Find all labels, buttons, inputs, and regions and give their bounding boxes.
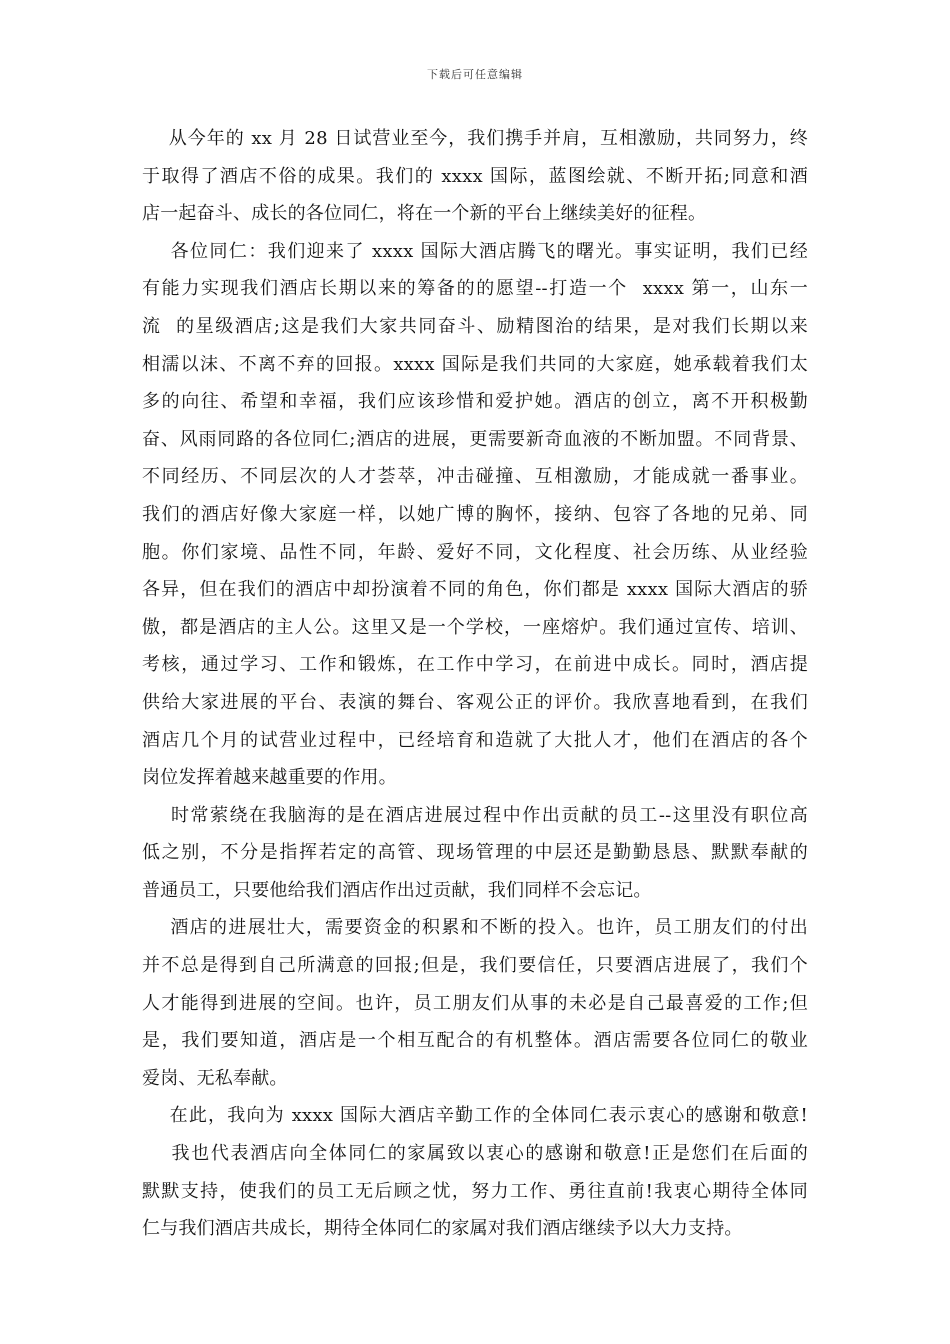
text-line: 多的向往、希望和幸福，我们应该珍惜和爱护她。酒店的创立，离不开积极勤 — [142, 391, 808, 413]
text-line: 酒店的进展壮大，需要资金的积累和不断的投入。也许，员工朋友们的付出 — [142, 917, 808, 939]
text-line: 各异，但在我们的酒店中却扮演着不同的角色，你们都是 xxxx 国际大酒店的骄 — [142, 579, 808, 601]
text-line: 酒店几个月的试营业过程中，已经培育和造就了大批人才，他们在酒店的各个 — [142, 729, 808, 751]
text-line: 爱岗、无私奉献。 — [142, 1067, 288, 1089]
text-line: 普通员工，只要他给我们酒店作出过贡献，我们同样不会忘记。 — [142, 879, 652, 901]
text-line: 低之别，不分是指挥若定的高管、现场管理的中层还是勤勤恳恳、默默奉献的 — [142, 842, 808, 864]
text-line: 人才能得到进展的空间。也许，员工朋友们从事的未必是自己最喜爱的工作;但 — [142, 992, 808, 1014]
text-line: 默默支持，使我们的员工无后顾之忧，努力工作、勇往直前!我衷心期待全体同 — [142, 1180, 808, 1202]
text-line: 考核，通过学习、工作和锻炼，在工作中学习，在前进中成长。同时，酒店提 — [142, 654, 808, 676]
text-line: 我们的酒店好像大家庭一样，以她广博的胸怀，接纳、包容了各地的兄弟、同 — [142, 503, 808, 525]
text-line: 相濡以沫、不离不弃的回报。xxxx 国际是我们共同的大家庭，她承载着我们太 — [142, 353, 808, 375]
text-line: 各位同仁：我们迎来了 xxxx 国际大酒店腾飞的曙光。事实证明，我们已经 — [142, 240, 808, 262]
text-line: 并不总是得到自己所满意的回报;但是，我们要信任，只要酒店进展了，我们个 — [142, 955, 808, 977]
text-line: 是，我们要知道，酒店是一个相互配合的有机整体。酒店需要各位同仁的敬业 — [142, 1030, 808, 1052]
text-line: 奋、风雨同路的各位同仁;酒店的进展，更需要新奇血液的不断加盟。不同背景、 — [142, 428, 808, 450]
text-line: 我也代表酒店向全体同仁的家属致以衷心的感谢和敬意!正是您们在后面的 — [142, 1143, 808, 1165]
text-line: 流 的星级酒店;这是我们大家共同奋斗、励精图治的结果，是对我们长期以来 — [142, 315, 808, 337]
text-line: 胞。你们家境、品性不同，年龄、爱好不同，文化程度、社会历练、从业经验 — [142, 541, 808, 563]
text-line: 岗位发挥着越来越重要的作用。 — [142, 767, 397, 789]
text-line: 供给大家进展的平台、表演的舞台、客观公正的评价。我欣喜地看到，在我们 — [142, 691, 808, 713]
text-line: 有能力实现我们酒店长期以来的筹备的的愿望--打造一个 xxxx 第一，山东一 — [142, 278, 808, 300]
text-line: 仁与我们酒店共成长，期待全体同仁的家属对我们酒店继续予以大力支持。 — [142, 1218, 743, 1240]
text-line: 从今年的 xx 月 28 日试营业至今，我们携手并肩，互相激励，共同努力，终 — [142, 128, 808, 149]
text-line: 时常萦绕在我脑海的是在酒店进展过程中作出贡献的员工--这里没有职位高 — [142, 804, 808, 826]
text-line: 于取得了酒店不俗的成果。我们的 xxxx 国际，蓝图绘就、不断开拓;同意和酒 — [142, 165, 808, 187]
text-line: 在此，我向为 xxxx 国际大酒店辛勤工作的全体同仁表示衷心的感谢和敬意! — [142, 1105, 808, 1127]
text-line: 不同经历、不同层次的人才荟萃，冲击碰撞、互相激励，才能成就一番事业。 — [142, 466, 808, 488]
text-line: 店一起奋斗、成长的各位同仁，将在一个新的平台上继续美好的征程。 — [142, 203, 707, 225]
body-text — [142, 120, 808, 1248]
header-note: 下载后可任意编辑 — [427, 68, 523, 81]
text-line: 傲，都是酒店的主人公。这里又是一个学校，一座熔炉。我们通过宣传、培训、 — [142, 616, 808, 638]
